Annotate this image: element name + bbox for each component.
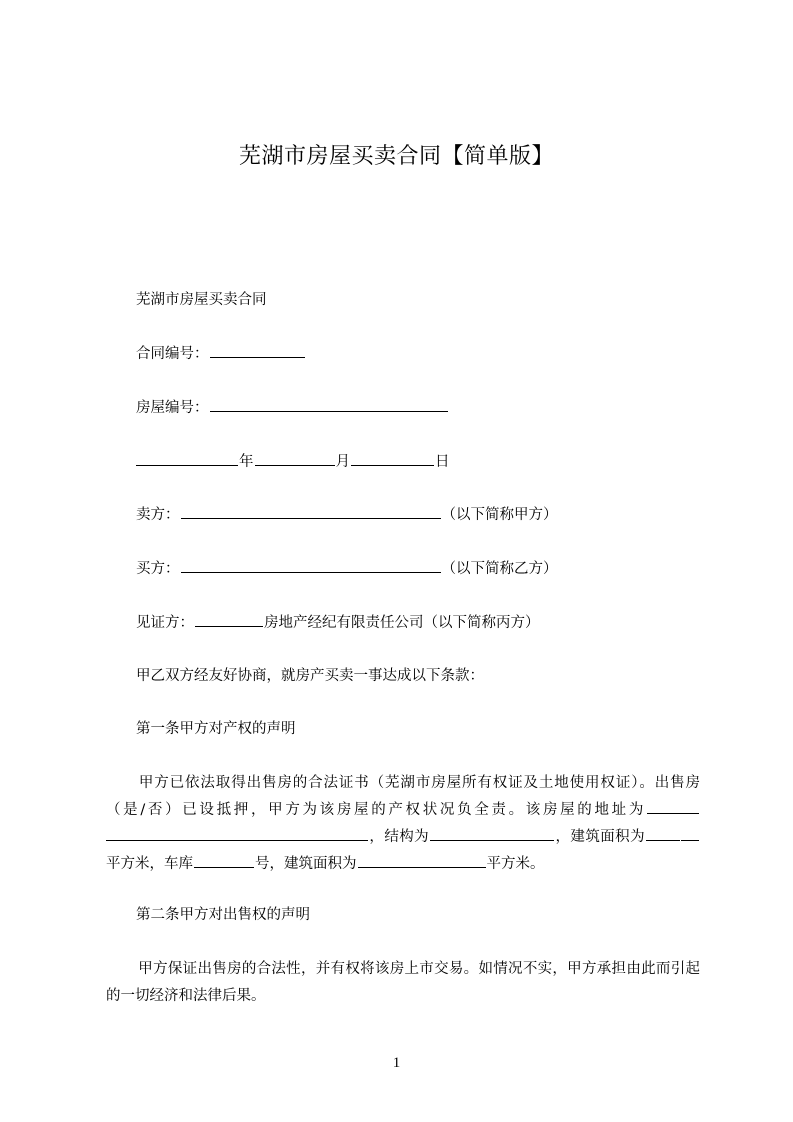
day-blank [351, 451, 434, 466]
year-blank [136, 451, 238, 466]
article1-paragraph [106, 770, 700, 878]
address-blank-1 [647, 799, 699, 814]
article1-text-b: ，结构为 [369, 829, 430, 845]
document-title: 芜湖市房屋买卖合同【简单版】 [238, 144, 554, 169]
month-blank [255, 451, 335, 466]
seller-line [136, 504, 558, 526]
garage-area-blank [358, 853, 486, 868]
house-number-label: 房屋编号： [136, 400, 209, 416]
page-number: 1 [392, 1055, 401, 1071]
house-number-line [136, 397, 449, 419]
article1-text-a: 甲方已依法取得出售房的合法证书（芜湖市房屋所有权证及土地使用权证）。出售房（是/否）已设抵押，甲方为该房屋的产权状况负全责。该房屋的地址为 [106, 775, 700, 818]
witness-note: 房地产经纪有限责任公司（以下简称丙方） [264, 615, 540, 631]
buyer-line [136, 558, 558, 580]
seller-blank [181, 504, 441, 519]
structure-blank [430, 826, 554, 841]
buyer-label: 买方： [136, 561, 180, 577]
article1-text-e: 号，建筑面积为 [255, 856, 357, 872]
buyer-blank [181, 558, 441, 573]
contract-number-blank [210, 343, 305, 358]
contract-number-label: 合同编号： [136, 346, 209, 362]
article2-paragraph [106, 956, 700, 1010]
witness-blank [195, 612, 263, 627]
witness-line [136, 612, 540, 634]
area-blank-1 [646, 826, 680, 841]
article2-text: 甲方保证出售房的合法性，并有权将该房上市交易。如情况不实，甲方承担由此而引起的一切经济和法律后果。 [106, 961, 700, 1004]
article1-text-d: 平方米，车库 [106, 856, 193, 872]
contract-subtitle: 芜湖市房屋买卖合同 [136, 292, 267, 308]
intro-text: 甲乙双方经友好协商，就房产买卖一事达成以下条款： [136, 668, 484, 684]
address-blank-2 [106, 826, 368, 841]
article1-text-c: ，建筑面积为 [555, 829, 646, 845]
buyer-note: （以下简称乙方） [441, 561, 558, 577]
article1-text-f: 平方米。 [486, 856, 545, 872]
house-number-blank [210, 397, 448, 412]
seller-label: 卖方： [136, 507, 180, 523]
article2-heading: 第二条甲方对出售权的声明 [136, 907, 310, 923]
garage-blank [194, 853, 254, 868]
day-label: 日 [435, 454, 450, 470]
contract-number-line [136, 343, 306, 365]
article1-heading: 第一条甲方对产权的声明 [136, 721, 296, 737]
witness-label: 见证方： [136, 615, 194, 631]
year-label: 年 [239, 454, 254, 470]
date-line [136, 451, 450, 473]
area-blank-2 [681, 826, 699, 841]
month-label: 月 [335, 454, 350, 470]
seller-note: （以下简称甲方） [441, 507, 558, 523]
